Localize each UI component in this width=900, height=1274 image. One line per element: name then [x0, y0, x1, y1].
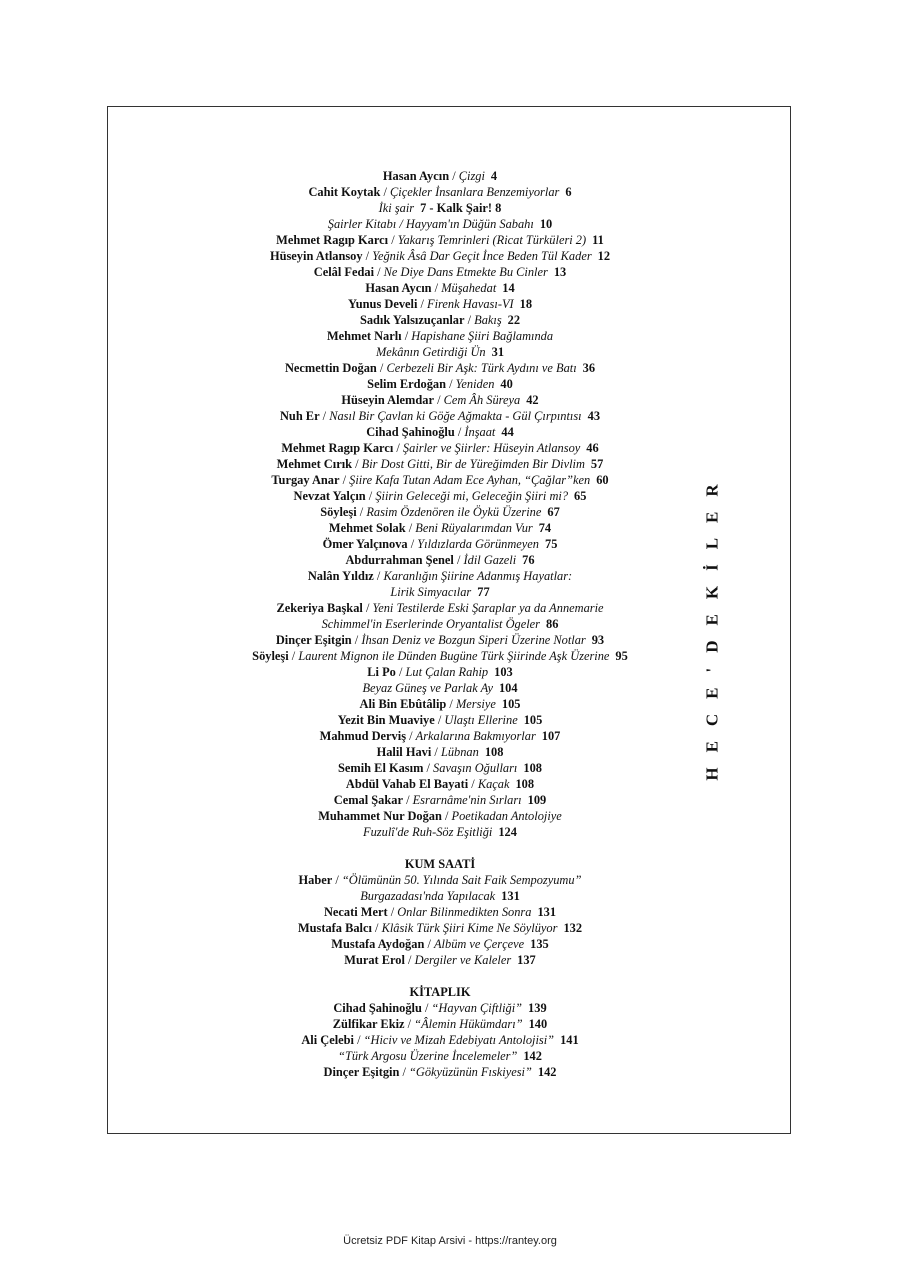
entry-author: Yezit Bin Muaviye — [337, 713, 435, 727]
entry-author: Hasan Aycın — [382, 169, 450, 183]
entry-page: 108 — [523, 761, 542, 775]
entry-author: Söyleşi — [252, 649, 289, 663]
toc-entry: Ali Çelebi / “Hiciv ve Mizah Edebiyatı Antolojisi” 141 — [301, 1033, 579, 1047]
entry-page: 43 — [587, 409, 601, 423]
toc-entry: Dinçer Eşitgin / İhsan Deniz ve Bozgun Siperi Üzerine Notlar 93 — [275, 633, 605, 647]
toc-entry — [200, 1048, 680, 1064]
toc-entry: Ali Bin Ebûtâlip / Mersiye 105 — [359, 697, 521, 711]
entry-title: Ne Diye Dans Etmekte Bu Cinler — [383, 265, 548, 279]
toc-entry: Sadık Yalsızuçanlar / Bakış 22 — [359, 313, 521, 327]
entry-author: Cihad Şahinoğlu — [366, 425, 455, 439]
toc-entry: Murat Erol / Dergiler ve Kaleler 137 — [344, 953, 536, 967]
toc-entry — [200, 584, 680, 600]
entry-author: Hasan Aycın — [365, 281, 432, 295]
entry-title: Cem Âh Süreya — [443, 393, 521, 407]
entry-title: Rasim Özdenören ile Öykü Üzerine — [366, 505, 542, 519]
entry-page: 4 — [490, 169, 498, 183]
entry-page: 6 — [565, 185, 572, 199]
entry-page: 18 — [519, 297, 533, 311]
side-title — [700, 455, 726, 795]
entry-page: 77 — [477, 585, 490, 599]
entry-page: 67 — [547, 505, 560, 519]
kum-saati-list — [200, 872, 680, 968]
entry-title: Bakış — [474, 313, 502, 327]
table-of-contents — [200, 168, 680, 1080]
toc-entry: Haber / “Ölümünün 50. Yılında Sait Faik Sempozyumu” — [298, 873, 582, 887]
entry-title: Bir Dost Gitti, Bir de Yüreğimden Bir Divlim — [361, 457, 585, 471]
entry-title: Esrarnâme'nin Sırları — [412, 793, 522, 807]
entry-title: Firenk Havası-VI — [427, 297, 514, 311]
toc-entry: Necmettin Doğan / Cerbezeli Bir Aşk: Türk Aydını ve Batı 36 — [284, 361, 596, 375]
toc-entry — [200, 680, 680, 696]
entry-title: Fuzulî'de Ruh-Söz Eşitliği — [363, 825, 493, 839]
toc-entry: Yezit Bin Muaviye / Ulaştı Ellerine 105 — [337, 713, 543, 727]
toc-entry: Dinçer Eşitgin / “Gökyüzünün Fıskiyesi” 142 — [323, 1065, 557, 1079]
entry-author: Mehmet Solak — [328, 521, 406, 535]
entry-author: Hüseyin Alemdar — [341, 393, 434, 407]
entry-page: 95 — [615, 649, 628, 663]
entry-title: Kaçak — [477, 777, 510, 791]
toc-entry — [200, 888, 680, 904]
entry-page: 7 - Kalk Şair! 8 — [420, 201, 502, 215]
toc-entry: Nalân Yıldız / Karanlığın Şiirine Adanmış Hayatlar: — [307, 569, 573, 583]
entry-title: Beni Rüyalarımdan Vur — [415, 521, 533, 535]
entry-page: 31 — [491, 345, 505, 359]
entry-title: Hapishane Şiiri Bağlamında — [411, 329, 554, 343]
footer-text: Ücretsiz PDF Kitap Arsivi - https://rantey.org — [343, 1235, 557, 1247]
entry-page: 109 — [527, 793, 547, 807]
entry-title: Lut Çalan Rahip — [405, 665, 489, 679]
entry-author: Necmettin Doğan — [284, 361, 377, 375]
entry-title: İnşaat — [464, 425, 496, 439]
side-title-text: HECE'DEKİLER — [703, 469, 722, 781]
entry-author: Turgay Anar — [271, 473, 340, 487]
entry-author: Halil Havi — [376, 745, 432, 759]
entry-title: Ulaştı Ellerine — [444, 713, 518, 727]
entry-author: Mustafa Aydoğan — [331, 937, 425, 951]
entry-page: 141 — [560, 1033, 579, 1047]
entry-page: 104 — [498, 681, 518, 695]
toc-entry: Celâl Fedai / Ne Diye Dans Etmekte Bu Cinler 13 — [313, 265, 567, 279]
entry-page: 139 — [528, 1001, 547, 1015]
entry-page: 10 — [539, 217, 553, 231]
entry-page: 42 — [526, 393, 539, 407]
toc-entry: Mehmet Solak / Beni Rüyalarımdan Vur 74 — [328, 521, 552, 535]
entry-author: Sadık Yalsızuçanlar — [359, 313, 465, 327]
entry-author: Ali Bin Ebûtâlip — [359, 697, 447, 711]
entry-title: “Âlemin Hükümdarı” — [414, 1017, 523, 1031]
entry-author: Mehmet Cırık — [276, 457, 353, 471]
entry-author: Nalân Yıldız — [307, 569, 374, 583]
entry-page: 131 — [501, 889, 520, 903]
entry-page: 65 — [574, 489, 587, 503]
entry-page: 137 — [517, 953, 536, 967]
entry-author: Nevzat Yalçın — [293, 489, 366, 503]
entry-title: “Ölümünün 50. Yılında Sait Faik Sempozyumu” — [341, 873, 582, 887]
entry-title: Klâsik Türk Şiiri Kime Ne Söylüyor — [381, 921, 558, 935]
entry-page: 142 — [537, 1065, 557, 1079]
entry-author: Haber — [298, 873, 333, 887]
entry-author: Abdül Vahab El Bayati — [345, 777, 469, 791]
entry-title: Burgazadası'nda Yapılacak — [360, 889, 496, 903]
toc-entry: Hasan Aycın / Çizgi 4 — [382, 169, 498, 183]
entry-title: İdil Gazeli — [463, 553, 517, 567]
entry-page: 12 — [597, 249, 611, 263]
entry-author: Semih El Kasım — [338, 761, 424, 775]
toc-entry: Nevzat Yalçın / Şiirin Geleceği mi, Geleceğin Şiiri mi? 65 — [293, 489, 587, 503]
entry-page: 107 — [541, 729, 561, 743]
entry-title: Poetikadan Antolojiye — [451, 809, 562, 823]
toc-entry: Mehmet Ragıp Karcı / Şairler ve Şiirler: Hüseyin Atlansoy 46 — [281, 441, 599, 455]
entry-page: 57 — [590, 457, 604, 471]
toc-entry: Zekeriya Başkal / Yeni Testilerde Eski Şaraplar ya da Annemarie — [276, 601, 604, 615]
entry-title: Şiire Kafa Tutan Adam Ece Ayhan, “Çağlar”ken — [349, 473, 591, 487]
kitaplik-list — [200, 1000, 680, 1080]
entry-author: Muhammet Nur Doğan — [318, 809, 442, 823]
entry-author: Mehmet Narlı — [326, 329, 402, 343]
entry-title: Yıldızlarda Görünmeyen — [417, 537, 539, 551]
contents-list — [200, 168, 680, 840]
entry-author: Li Po — [367, 665, 396, 679]
entry-page: 36 — [582, 361, 596, 375]
entry-page: 108 — [515, 777, 535, 791]
toc-entry — [200, 344, 680, 360]
entry-author: Abdurrahman Şenel — [345, 553, 454, 567]
entry-title: Yeniden — [455, 377, 495, 391]
section-heading-kitaplik: KİTAPLIK — [409, 985, 471, 999]
entry-author: Dinçer Eşitgin — [275, 633, 352, 647]
entry-title: “Hayvan Çiftliği” — [431, 1001, 523, 1015]
entry-title: Yakarış Temrinleri (Ricat Türküleri 2) — [397, 233, 587, 247]
entry-title: Savaşın Oğulları — [433, 761, 518, 775]
toc-entry: Selim Erdoğan / Yeniden 40 — [367, 377, 513, 391]
entry-page: 22 — [507, 313, 521, 327]
toc-entry: Hüseyin Atlansoy / Yeğnik Âsâ Dar Geçit İnce Beden Tül Kader 12 — [269, 249, 611, 263]
entry-author: Ali Çelebi — [301, 1033, 354, 1047]
entry-page: 105 — [501, 697, 521, 711]
entry-title: “Türk Argosu Üzerine İncelemeler” — [338, 1049, 518, 1063]
entry-author: Mahmud Derviş — [319, 729, 407, 743]
entry-author: Necati Mert — [323, 905, 388, 919]
entry-title: Lirik Simyacılar — [390, 585, 472, 599]
entry-title: Çiçekler İnsanlara Benzemiyorlar — [390, 185, 560, 199]
entry-title: Onlar Bilinmedikten Sonra — [397, 905, 532, 919]
toc-entry: Mehmet Cırık / Bir Dost Gitti, Bir de Yüreğimden Bir Divlim 57 — [276, 457, 604, 471]
toc-entry — [200, 216, 680, 232]
entry-title: Çizgi — [458, 169, 485, 183]
entry-author: Mehmet Ragıp Karcı — [276, 233, 389, 247]
entry-page: 40 — [500, 377, 513, 391]
entry-title: İhsan Deniz ve Bozgun Siperi Üzerine Notlar — [361, 633, 586, 647]
entry-title: Mersiye — [455, 697, 496, 711]
entry-title: İki şair — [378, 201, 415, 215]
entry-author: Cahit Koytak — [308, 185, 381, 199]
entry-author: Selim Erdoğan — [367, 377, 446, 391]
entry-page: 13 — [553, 265, 567, 279]
toc-entry: Abdurrahman Şenel / İdil Gazeli 76 — [345, 553, 535, 567]
toc-entry: Cihad Şahinoğlu / İnşaat 44 — [366, 425, 514, 439]
entry-author: Dinçer Eşitgin — [323, 1065, 400, 1079]
entry-page: 76 — [522, 553, 535, 567]
entry-author: Murat Erol — [344, 953, 405, 967]
entry-author: Zekeriya Başkal — [276, 601, 363, 615]
toc-entry: Zülfikar Ekiz / “Âlemin Hükümdarı” 140 — [332, 1017, 548, 1031]
entry-title: Şairler Kitabı / Hayyam'ın Düğün Sabahı — [327, 217, 534, 231]
entry-page: 44 — [501, 425, 514, 439]
entry-title: Dergiler ve Kaleler — [414, 953, 512, 967]
toc-entry: Mahmud Derviş / Arkalarına Bakmıyorlar 107 — [319, 729, 561, 743]
entry-page: 74 — [538, 521, 552, 535]
entry-title: Schimmel'in Eserlerinde Oryantalist Ögeler — [321, 617, 541, 631]
entry-author: Mehmet Ragıp Karcı — [281, 441, 394, 455]
toc-entry: Semih El Kasım / Savaşın Oğulları 108 — [338, 761, 542, 775]
entry-author: Söyleşi — [320, 505, 357, 519]
entry-author: Mustafa Balcı — [297, 921, 372, 935]
toc-entry: Hüseyin Alemdar / Cem Âh Süreya 42 — [341, 393, 539, 407]
entry-author: Nuh Er — [279, 409, 320, 423]
entry-title: Cerbezeli Bir Aşk: Türk Aydını ve Batı — [386, 361, 577, 375]
entry-title: Yeni Testilerde Eski Şaraplar ya da Annemarie — [372, 601, 604, 615]
entry-title: “Gökyüzünün Fıskiyesi” — [409, 1065, 532, 1079]
toc-entry: Mehmet Narlı / Hapishane Şiiri Bağlamında — [326, 329, 554, 343]
entry-page: 93 — [591, 633, 605, 647]
entry-title: Mekânın Getirdiği Ün — [375, 345, 486, 359]
entry-title: Beyaz Güneş ve Parlak Ay — [362, 681, 493, 695]
toc-entry: Ömer Yalçınova / Yıldızlarda Görünmeyen 75 — [322, 537, 558, 551]
toc-entry — [200, 616, 680, 632]
toc-entry: Mustafa Balcı / Klâsik Türk Şiiri Kime Ne Söylüyor 132 — [297, 921, 583, 935]
entry-page: 103 — [494, 665, 513, 679]
toc-entry: Mustafa Aydoğan / Albüm ve Çerçeve 135 — [331, 937, 549, 951]
entry-page: 132 — [563, 921, 583, 935]
section-heading-kum-saati: KUM SAATİ — [404, 857, 476, 871]
toc-entry — [200, 200, 680, 216]
entry-author: Hüseyin Atlansoy — [269, 249, 363, 263]
entry-author: Cemal Şakar — [333, 793, 403, 807]
entry-page: 11 — [592, 233, 604, 247]
entry-title: Karanlığın Şiirine Adanmış Hayatlar: — [383, 569, 573, 583]
toc-entry: Abdül Vahab El Bayati / Kaçak 108 — [345, 777, 535, 791]
toc-entry: Söyleşi / Laurent Mignon ile Dünden Bugüne Türk Şiirinde Aşk Üzerine 95 — [252, 649, 628, 663]
entry-page: 105 — [523, 713, 543, 727]
toc-entry: Muhammet Nur Doğan / Poetikadan Antolojiye — [318, 809, 562, 823]
entry-page: 86 — [546, 617, 559, 631]
entry-page: 75 — [545, 537, 558, 551]
entry-author: Ömer Yalçınova — [322, 537, 408, 551]
toc-entry — [200, 824, 680, 840]
entry-page: 108 — [484, 745, 504, 759]
entry-title: Nasıl Bir Çavlan ki Göğe Ağmakta - Gül Çırpıntısı — [329, 409, 582, 423]
entry-page: 140 — [528, 1017, 548, 1031]
entry-author: Celâl Fedai — [313, 265, 375, 279]
entry-author: Yunus Develi — [347, 297, 418, 311]
toc-entry: Necati Mert / Onlar Bilinmedikten Sonra 131 — [323, 905, 557, 919]
entry-page: 142 — [523, 1049, 542, 1063]
toc-entry: Hasan Aycın / Müşahedat 14 — [365, 281, 515, 295]
toc-entry: Nuh Er / Nasıl Bir Çavlan ki Göğe Ağmakta - Gül Çırpıntısı 43 — [279, 409, 601, 423]
toc-entry: Turgay Anar / Şiire Kafa Tutan Adam Ece Ayhan, “Çağlar”ken 60 — [271, 473, 609, 487]
toc-entry: Mehmet Ragıp Karcı / Yakarış Temrinleri (Ricat Türküleri 2) 11 — [276, 233, 604, 247]
entry-title: “Hiciv ve Mizah Edebiyatı Antolojisi” — [363, 1033, 555, 1047]
entry-title: Albüm ve Çerçeve — [433, 937, 525, 951]
entry-page: 124 — [498, 825, 517, 839]
entry-author: Cihad Şahinoğlu — [333, 1001, 422, 1015]
entry-page: 60 — [596, 473, 609, 487]
toc-entry: Li Po / Lut Çalan Rahip 103 — [367, 665, 513, 679]
entry-title: Şairler ve Şiirler: Hüseyin Atlansoy — [402, 441, 581, 455]
entry-page: 131 — [537, 905, 557, 919]
entry-page: 14 — [502, 281, 515, 295]
toc-entry: Cahit Koytak / Çiçekler İnsanlara Benzemiyorlar 6 — [308, 185, 572, 199]
entry-title: Arkalarına Bakmıyorlar — [415, 729, 536, 743]
toc-entry: Cihad Şahinoğlu / “Hayvan Çiftliği” 139 — [333, 1001, 547, 1015]
entry-author: Zülfikar Ekiz — [332, 1017, 405, 1031]
entry-title: Yeğnik Âsâ Dar Geçit İnce Beden Tül Kader — [372, 249, 592, 263]
entry-title: Lübnan — [440, 745, 479, 759]
toc-entry: Yunus Develi / Firenk Havası-VI 18 — [347, 297, 533, 311]
entry-page: 135 — [530, 937, 549, 951]
entry-title: Müşahedat — [441, 281, 497, 295]
toc-entry: Söyleşi / Rasim Özdenören ile Öykü Üzerine 67 — [320, 505, 560, 519]
entry-page: 46 — [586, 441, 599, 455]
toc-entry: Cemal Şakar / Esrarnâme'nin Sırları 109 — [333, 793, 547, 807]
entry-title: Şiirin Geleceği mi, Geleceğin Şiiri mi? — [375, 489, 569, 503]
toc-entry: Halil Havi / Lübnan 108 — [376, 745, 504, 759]
entry-title: Laurent Mignon ile Dünden Bugüne Türk Şiirinde Aşk Üzerine — [298, 649, 610, 663]
